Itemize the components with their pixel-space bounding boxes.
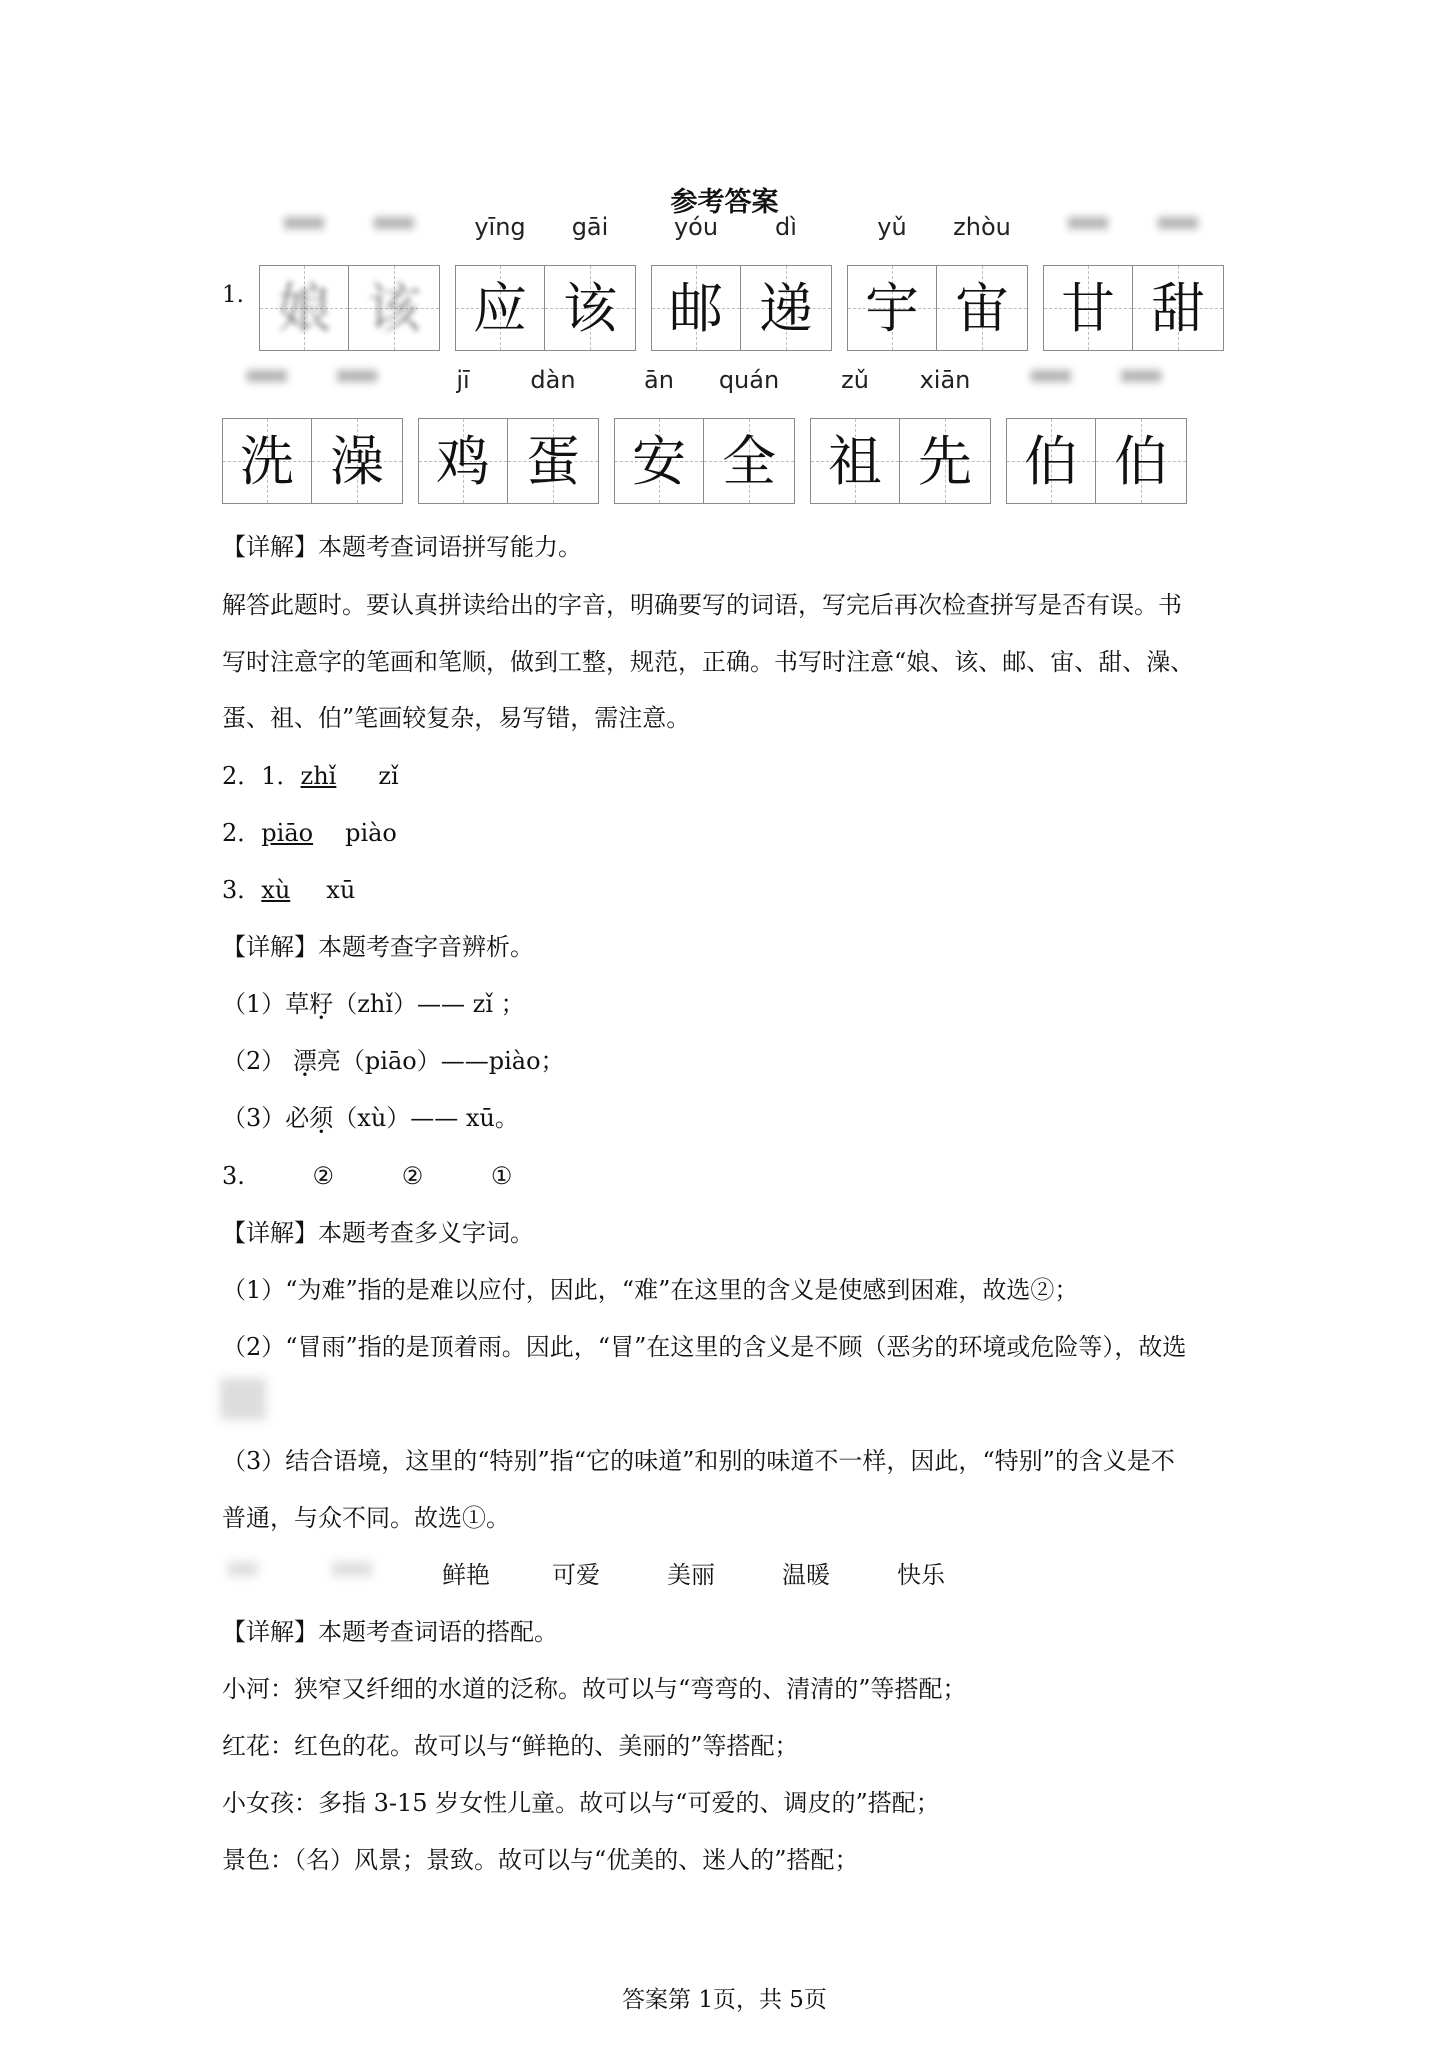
char-cell bbox=[651, 265, 741, 351]
item-rest: 亮（piāo）——piào； bbox=[316, 1047, 565, 1075]
pinyin-label: gāi bbox=[571, 213, 609, 241]
q3-answer-3: ① bbox=[490, 1162, 513, 1190]
pinyin-label: zǔ bbox=[841, 366, 869, 394]
q2-other-reading: zǐ bbox=[378, 762, 399, 790]
page-footer: 答案第 1页，共 5页 bbox=[622, 1987, 827, 2013]
q3-answer-2: ② bbox=[401, 1162, 424, 1190]
pinyin-label: yǔ bbox=[877, 213, 907, 241]
written-character: 全 bbox=[722, 430, 776, 493]
q4-line-4: 景色：（名）风景；景致。故可以与“优美的、迷人的”搭配； bbox=[222, 1846, 859, 1874]
q3-detail-label: 【详解】本题考查多义字词。 bbox=[222, 1219, 534, 1247]
char-cell bbox=[900, 418, 991, 504]
pinyin-label: dàn bbox=[530, 366, 576, 394]
q2-correct-reading: zhǐ bbox=[300, 762, 337, 790]
char-grid-pair bbox=[455, 213, 637, 353]
smudge-mark bbox=[220, 1378, 266, 1420]
q4-word-4: 温暖 bbox=[782, 1561, 830, 1589]
char-grid-pair bbox=[259, 265, 441, 353]
q3-number: 3. bbox=[222, 1162, 245, 1190]
item-prefix bbox=[285, 1047, 293, 1075]
q1-explanation-line-3: 蛋、祖、伯”笔画较复杂，易写错，需注意。 bbox=[222, 704, 691, 732]
q2-item-2 bbox=[222, 1046, 565, 1076]
q3-answer-1: ② bbox=[312, 1162, 335, 1190]
pinyin-label: jī bbox=[456, 366, 470, 394]
char-cell bbox=[937, 265, 1028, 351]
q2-other-reading: xū bbox=[326, 876, 356, 904]
char-cell bbox=[614, 418, 704, 504]
char-cell bbox=[704, 418, 795, 504]
q2-line-prefix: 2．1． bbox=[222, 762, 301, 790]
q1-detail-label: 【详解】本题考查词语拼写能力。 bbox=[222, 533, 582, 561]
item-number: （2） bbox=[222, 1047, 286, 1075]
page-title: 参考答案 bbox=[670, 187, 779, 218]
written-character: 该 bbox=[367, 277, 421, 340]
q4-word-1: 鲜艳 bbox=[442, 1561, 490, 1589]
q4-line-2: 红花：红色的花。故可以与“鲜艳的、美丽的”等搭配； bbox=[222, 1732, 799, 1760]
q1-explanation-line-2: 写时注意字的笔画和笔顺，做到工整，规范，正确。书写时注意“娘、该、邮、宙、甜、澡、 bbox=[222, 648, 1195, 676]
char-cell bbox=[1043, 265, 1133, 351]
q4-detail-label: 【详解】本题考查词语的搭配。 bbox=[222, 1618, 558, 1646]
q4-line-1: 小河：狭窄又纤细的水道的泛称。故可以与“弯弯的、清清的”等搭配； bbox=[222, 1675, 967, 1703]
written-character: 洗 bbox=[240, 430, 294, 493]
q2-correct-reading: piāo bbox=[261, 819, 314, 847]
char-grid-pair bbox=[651, 213, 833, 353]
blurred-pinyin bbox=[374, 217, 414, 229]
written-character: 先 bbox=[918, 430, 972, 493]
written-character: 娘 bbox=[277, 277, 331, 340]
written-character: 甘 bbox=[1061, 277, 1115, 340]
q4-line-3: 小女孩：多指 3-15 岁女性儿童。故可以与“可爱的、调皮的”搭配； bbox=[222, 1789, 940, 1817]
pinyin-label: ān bbox=[644, 366, 674, 394]
item-number: （1） bbox=[222, 990, 286, 1018]
char-cell bbox=[418, 418, 508, 504]
char-grid-pair bbox=[222, 418, 404, 506]
q4-word-3: 美丽 bbox=[667, 1561, 715, 1589]
char-cell bbox=[1096, 418, 1187, 504]
blurred-pinyin bbox=[337, 370, 377, 382]
char-grid-pair bbox=[1043, 265, 1225, 353]
item-rest: （zhǐ）—— zǐ ； bbox=[333, 990, 525, 1018]
char-grid-pair bbox=[418, 366, 600, 506]
q2-line-prefix: 2． bbox=[222, 819, 262, 847]
q3-line-1: （1）“为难”指的是难以应付，因此，“难”在这里的含义是使感到困难，故选②； bbox=[222, 1276, 1079, 1304]
written-character: 蛋 bbox=[526, 430, 580, 493]
q2-other-reading: piào bbox=[345, 819, 397, 847]
pinyin-label: xiān bbox=[919, 366, 971, 394]
written-character: 安 bbox=[632, 430, 686, 493]
q3-line-3: （3）结合语境，这里的“特别”指“它的味道”和别的味道不一样，因此，“特别”的含义是不 bbox=[222, 1447, 1175, 1475]
pinyin-label: yīng bbox=[474, 213, 526, 241]
q1-explanation-line-1: 解答此题时。要认真拼读给出的字音，明确要写的词语，写完后再次检查拼写是否有误。书 bbox=[222, 591, 1182, 619]
char-cell bbox=[810, 418, 900, 504]
char-grid-pair bbox=[810, 366, 992, 506]
q2-item-1 bbox=[222, 989, 525, 1019]
blurred-pinyin bbox=[284, 217, 324, 229]
pinyin-label: zhòu bbox=[953, 213, 1011, 241]
written-character: 该 bbox=[563, 277, 617, 340]
written-character: 应 bbox=[473, 277, 527, 340]
written-character: 伯 bbox=[1024, 430, 1078, 493]
dotted-char: 漂 bbox=[292, 1047, 317, 1075]
pinyin-label: dì bbox=[775, 213, 797, 241]
q3-line-2: （2）“冒雨”指的是顶着雨。因此，“冒”在这里的含义是不顾（恶劣的环境或危险等），故选 bbox=[222, 1333, 1187, 1361]
char-cell bbox=[847, 265, 937, 351]
char-cell bbox=[508, 418, 599, 504]
question-1-number: 1. bbox=[222, 282, 244, 308]
q2-line-prefix: 3． bbox=[222, 876, 262, 904]
blurred-pinyin bbox=[1121, 370, 1161, 382]
written-character: 鸡 bbox=[436, 430, 490, 493]
q2-correct-reading: xù bbox=[261, 876, 291, 904]
char-cell bbox=[312, 418, 403, 504]
item-prefix: 草 bbox=[285, 990, 310, 1018]
dotted-char: 籽 bbox=[309, 990, 334, 1018]
q2-answer-line-3 bbox=[222, 875, 355, 905]
q3-line-4: 普通，与众不同。故选①。 bbox=[222, 1504, 510, 1532]
char-cell bbox=[741, 265, 832, 351]
char-cell bbox=[545, 265, 636, 351]
pinyin-label: yóu bbox=[673, 213, 719, 241]
item-rest: （xù）—— xū。 bbox=[333, 1104, 519, 1132]
dotted-char: 须 bbox=[309, 1104, 334, 1132]
char-cell bbox=[349, 265, 440, 351]
item-prefix: 必 bbox=[285, 1104, 310, 1132]
blurred-word-2 bbox=[332, 1562, 372, 1576]
q2-answer-line-1 bbox=[222, 761, 399, 791]
written-character: 宇 bbox=[865, 277, 919, 340]
char-grid-pair bbox=[847, 213, 1029, 353]
written-character: 宙 bbox=[955, 277, 1009, 340]
q2-item-3 bbox=[222, 1103, 519, 1133]
char-cell bbox=[1133, 265, 1224, 351]
blurred-word-1 bbox=[228, 1562, 258, 1576]
char-cell bbox=[1006, 418, 1096, 504]
char-cell bbox=[222, 418, 312, 504]
char-cell bbox=[455, 265, 545, 351]
q2-detail-label: 【详解】本题考查字音辨析。 bbox=[222, 933, 534, 961]
written-character: 祖 bbox=[828, 430, 882, 493]
blurred-pinyin bbox=[1158, 217, 1198, 229]
q4-word-2: 可爱 bbox=[552, 1561, 600, 1589]
char-grid-pair bbox=[614, 366, 796, 506]
written-character: 递 bbox=[759, 277, 813, 340]
char-grid-pair bbox=[1006, 418, 1188, 506]
blurred-pinyin bbox=[1031, 370, 1071, 382]
char-cell bbox=[259, 265, 349, 351]
written-character: 伯 bbox=[1114, 430, 1168, 493]
written-character: 澡 bbox=[330, 430, 384, 493]
q4-word-5: 快乐 bbox=[897, 1561, 945, 1589]
item-number: （3） bbox=[222, 1104, 286, 1132]
pinyin-label: quán bbox=[718, 366, 780, 394]
q2-answer-line-2 bbox=[222, 818, 397, 848]
blurred-pinyin bbox=[1068, 217, 1108, 229]
written-character: 甜 bbox=[1151, 277, 1205, 340]
written-character: 邮 bbox=[669, 277, 723, 340]
blurred-pinyin bbox=[247, 370, 287, 382]
q3-answer-line bbox=[222, 1161, 512, 1191]
